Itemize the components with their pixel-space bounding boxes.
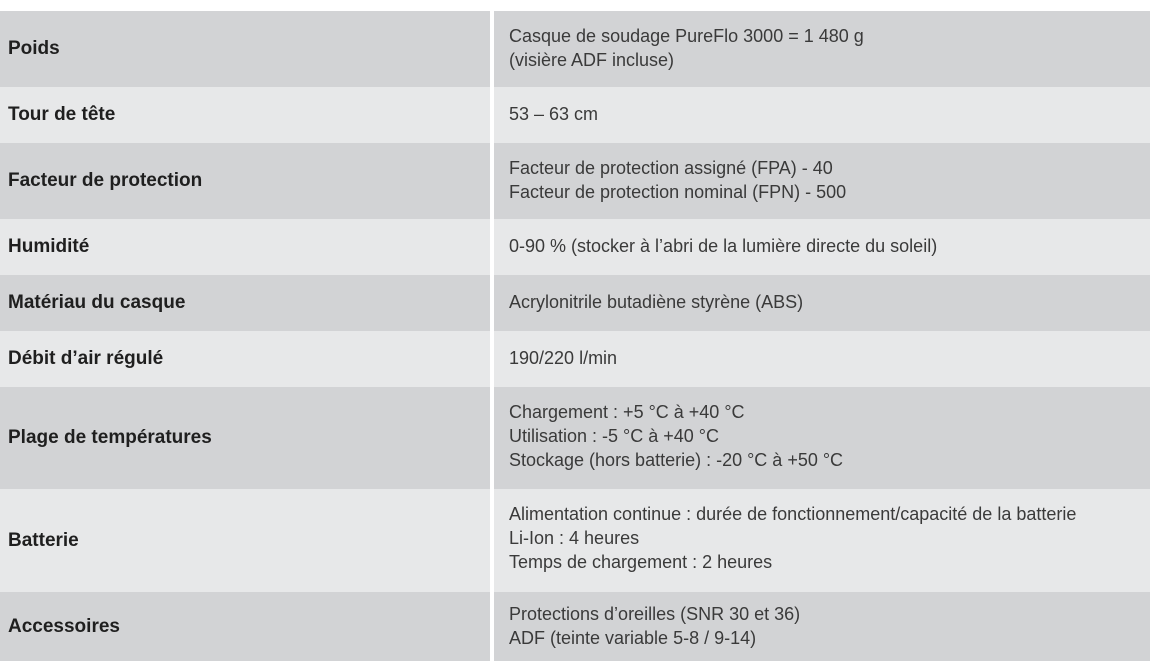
spec-value — [494, 592, 1150, 661]
spec-value — [494, 143, 1150, 219]
spec-label: Facteur de protection — [8, 170, 203, 191]
spec-value — [494, 11, 1150, 87]
spec-label: Plage de températures — [8, 427, 212, 448]
spec-row-poids — [0, 11, 1150, 87]
spec-value-line: 0-90 % (stocker à l’abri de la lumière directe du soleil) — [509, 236, 938, 256]
spec-value — [494, 87, 1150, 143]
spec-row-tour-de-tete — [0, 87, 1150, 143]
spec-value-line: Facteur de protection nominal (FPN) - 500 — [509, 182, 847, 202]
spec-value-line: Utilisation : -5 °C à +40 °C — [509, 426, 719, 446]
spec-value — [494, 275, 1150, 331]
spec-value-line: ADF (teinte variable 5-8 / 9-14) — [509, 628, 757, 648]
spec-row-accessoires — [0, 592, 1150, 661]
spec-row-batterie — [0, 489, 1150, 592]
spec-value-line: 190/220 l/min — [509, 348, 618, 368]
spec-label: Humidité — [8, 236, 90, 257]
spec-value — [494, 387, 1150, 489]
spec-value — [494, 219, 1150, 275]
spec-label: Tour de tête — [8, 104, 116, 125]
spec-row-materiau-du-casque — [0, 275, 1150, 331]
spec-label: Accessoires — [8, 615, 120, 637]
spec-value — [494, 489, 1150, 592]
spec-value-line: Li-Ion : 4 heures — [509, 528, 640, 548]
spec-value-line: (visière ADF incluse) — [509, 50, 675, 70]
spec-label: Matériau du casque — [8, 292, 186, 313]
spec-row-plage-de-temperatures — [0, 387, 1150, 489]
spec-value-line: Protections d’oreilles (SNR 30 et 36) — [509, 604, 801, 624]
spec-label: Batterie — [8, 529, 79, 551]
spec-value-line: Chargement : +5 °C à +40 °C — [509, 402, 745, 422]
spec-label: Poids — [8, 38, 60, 59]
spec-row-humidite — [0, 219, 1150, 275]
spec-label: Débit d’air régulé — [8, 348, 164, 369]
spec-value-line: Acrylonitrile butadiène styrène (ABS) — [509, 292, 804, 312]
spec-value-line: Facteur de protection assigné (FPA) - 40 — [509, 158, 833, 178]
spec-value-line: Temps de chargement : 2 heures — [509, 552, 773, 572]
spec-value — [494, 331, 1150, 387]
spec-row-facteur-de-protection — [0, 143, 1150, 219]
spec-value-line: Alimentation continue : durée de fonctionnement/capacité de la batterie — [509, 504, 1077, 524]
spec-value-line: Casque de soudage PureFlo 3000 = 1 480 g — [509, 26, 864, 46]
spec-table — [0, 11, 1150, 661]
spec-row-debit-air-regule — [0, 331, 1150, 387]
spec-value-line: 53 – 63 cm — [509, 104, 599, 124]
spec-value-line: Stockage (hors batterie) : -20 °C à +50 °C — [509, 450, 844, 470]
